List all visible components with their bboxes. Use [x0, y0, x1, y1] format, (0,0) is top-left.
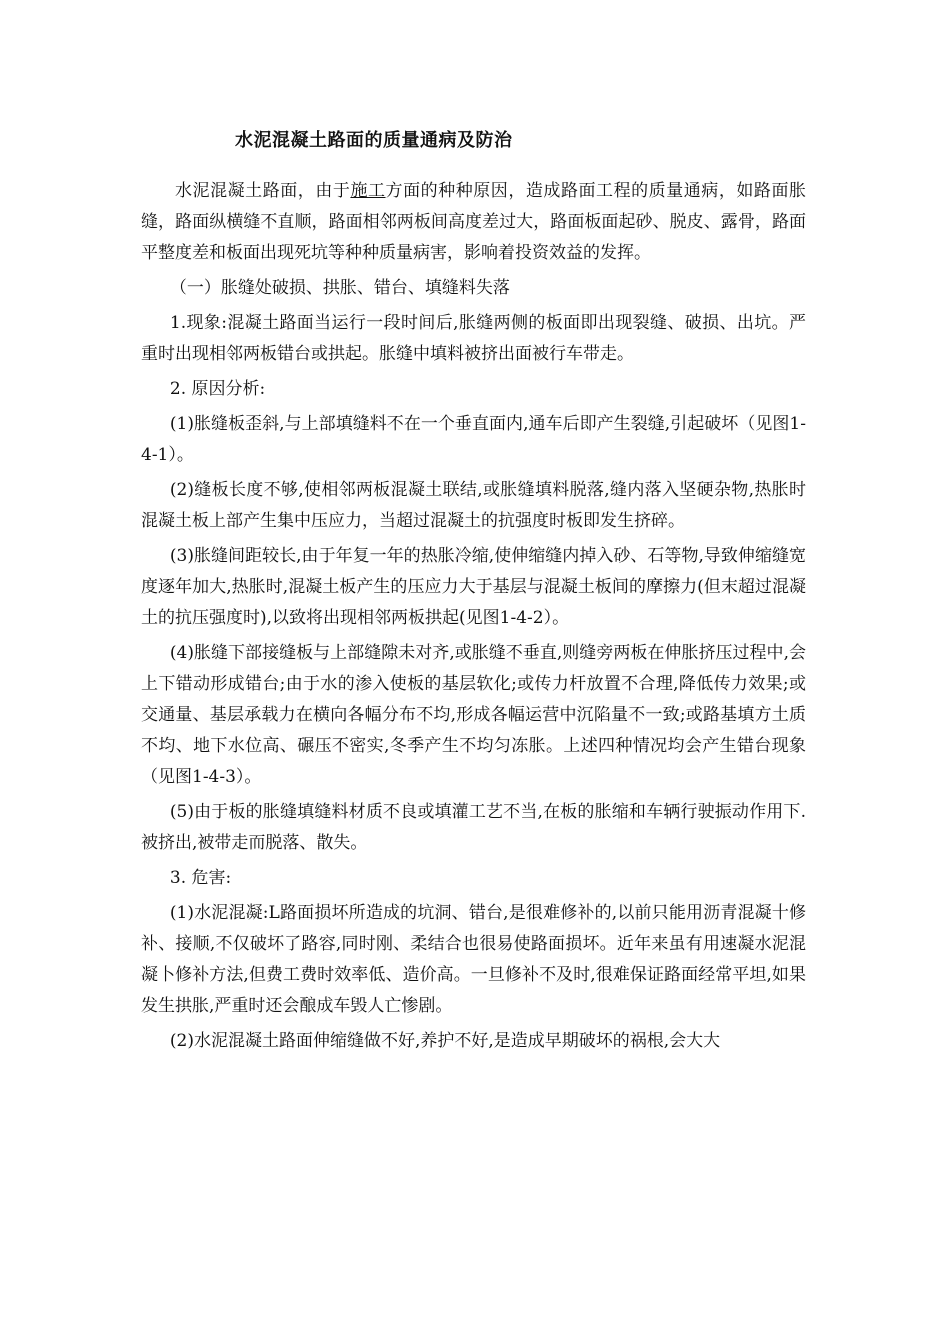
subsection-heading: 3. 危害:: [169, 868, 232, 888]
intro-paragraph: [141, 176, 806, 269]
section-heading: （一）胀缝处破损、拱胀、错台、填缝料失落: [169, 278, 510, 298]
intro-text-before: 水泥混凝土路面，由于: [175, 181, 351, 201]
paragraph: (1)胀缝板歪斜,与上部填缝料不在一个垂直面内,通车后即产生裂缝,引起破坏（见图1-4-1）。: [141, 414, 806, 465]
paragraph: (2)水泥混凝土路面伸缩缝做不好,养护不好,是造成早期破坏的祸根,会大大: [169, 1031, 721, 1051]
paragraph: (1)水泥混凝:L路面损坏所造成的坑洞、错台,是很难修补的,以前只能用沥青混凝十修补、接顺,不仅破坏了路容,同时刚、柔结合也很易使路面损坏。近年来虽有用速凝水泥混凝卜修补方法,但费工费时效率低、造价高。一旦修补不及时,很难保证路面经常平坦,如果发生拱胀,严重时还会酿成车毁人亡惨剧。: [141, 903, 806, 1016]
underlined-term: 施工: [350, 181, 386, 201]
paragraph: (3)胀缝间距较长,由于年复一年的热胀冷缩,使伸缩缝内掉入砂、石等物,导致伸缩缝宽度逐年加大,热胀时,混凝土板产生的压应力大于基层与混凝土板间的摩擦力(但末超过混凝土的抗压强度时),以致将出现相邻两板拱起(见图1-4-2）。: [141, 546, 806, 628]
paragraph: 1.现象:混凝土路面当运行一段时间后,胀缝两侧的板面即出现裂缝、破损、出坑。严重时出现相邻两板错台或拱起。胀缝中填料被挤出面被行车带走。: [141, 313, 806, 364]
subsection-heading: 2. 原因分析:: [169, 379, 266, 399]
intro-text-after: 方面的种种原因，造成路面工程的质量通病，如路面胀缝，路面纵横缝不直顺，路面相邻两板间高度差过大，路面板面起砂、脱皮、露骨，路面平整度差和板面出现死坑等种种质量病害，影响着投资效益的发挥。: [141, 181, 807, 263]
document-title: 水泥混凝土路面的质量通病及防治: [235, 130, 513, 151]
paragraph: (2)缝板长度不够,使相邻两板混凝土联结,或胀缝填料脱落,缝内落入坚硬杂物,热胀时混凝土板上部产生集中压应力，当超过混凝土的抗强度时板即发生挤碎。: [141, 480, 806, 531]
paragraph: (5)由于板的胀缝填缝料材质不良或填灌工艺不当,在板的胀缩和车辆行驶振动作用下. 被挤出,被带走而脱落、散失。: [141, 802, 806, 853]
document-body: [141, 176, 806, 1061]
paragraph: (4)胀缝下部接缝板与上部缝隙未对齐,或胀缝不垂直,则缝旁两板在伸胀挤压过程中,会上下错动形成错台;由于水的渗入使板的基层软化;或传力杆放置不合理,降低传力效果;或交通量、基层承载力在横向各幅分布不均,形成各幅运营中沉陷量不一致;或路基填方土质不均、地下水位高、碾压不密实,冬季产生不均匀冻胀。上述四种情况均会产生错台现象（见图1-4-3）。: [141, 643, 806, 787]
